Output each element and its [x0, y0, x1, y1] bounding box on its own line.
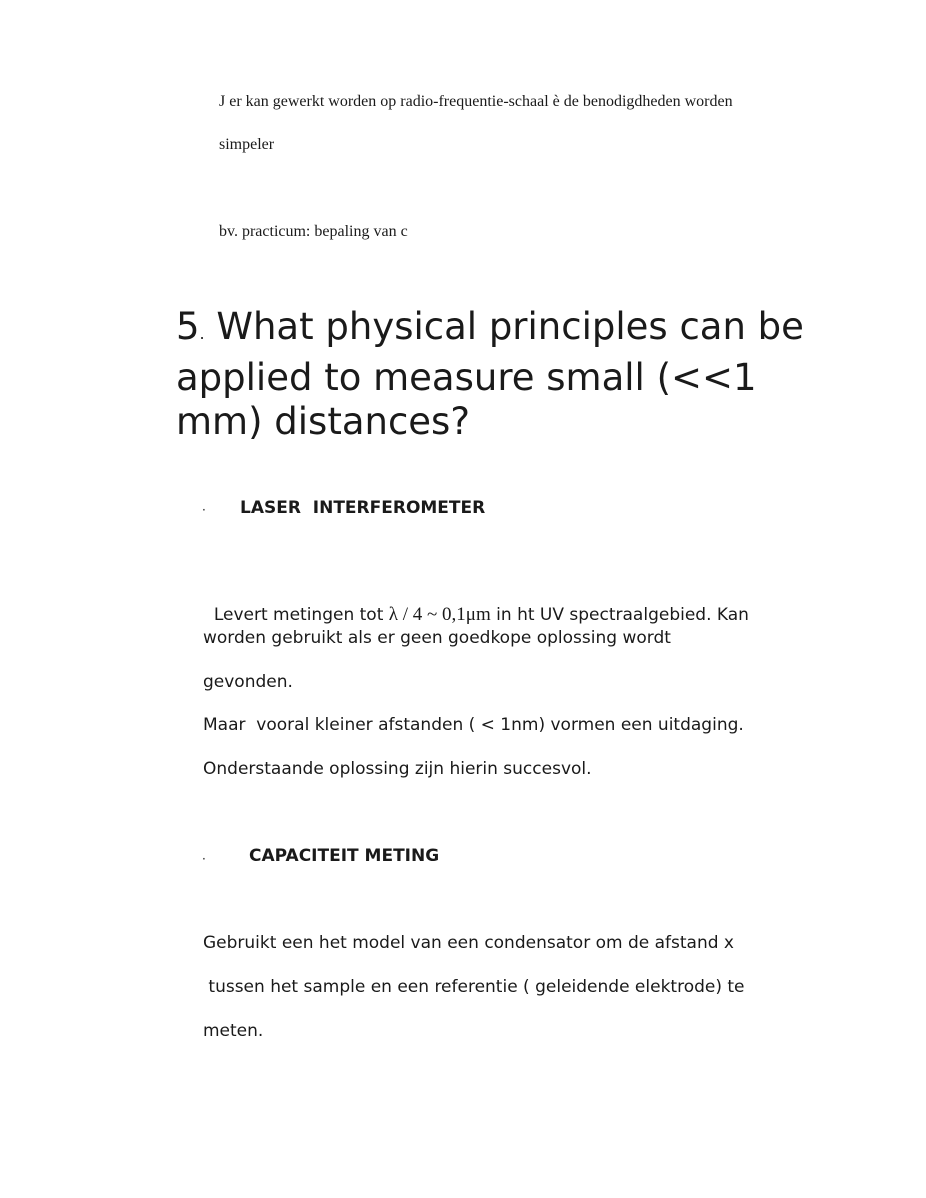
intro-line-3: bv. practicum: bepaling van c	[219, 223, 408, 240]
bullet-dot-capacitance: ·	[202, 852, 206, 866]
capacitance-paragraph-line-2: tussen het sample en een referentie ( geleidende elektrode) te	[203, 977, 745, 997]
question-heading	[176, 305, 856, 444]
heading-line-2: applied to measure small (<<1	[176, 356, 757, 399]
bullet-dot-laser: ·	[202, 503, 206, 517]
heading-line-1: What physical principles can be	[204, 305, 804, 348]
section-title-capacitance: CAPACITEIT METING	[249, 846, 440, 866]
laser-paragraph-line-4: Maar vooral kleiner afstanden ( < 1nm) vormen een uitdaging.	[203, 715, 744, 735]
heading-number: 5	[176, 305, 200, 348]
laser-paragraph-line-3: gevonden.	[203, 672, 293, 692]
section-title-laser: LASER INTERFEROMETER	[240, 498, 486, 518]
laser-paragraph-line-2: worden gebruikt als er geen goedkope oplossing wordt	[203, 628, 671, 648]
intro-line-2: simpeler	[219, 136, 275, 153]
heading-line-3: mm) distances?	[176, 400, 470, 443]
heading-number-dot: .	[199, 324, 205, 343]
laser-paragraph-line-5: Onderstaande oplossing zijn hierin succesvol.	[203, 759, 592, 779]
capacitance-paragraph-line-1: Gebruikt een het model van een condensator om de afstand x	[203, 933, 734, 953]
laser-p1-before: Levert metingen tot	[213, 605, 389, 625]
intro-line-1: J er kan gewerkt worden op radio-frequentie-schaal è de benodigdheden worden	[219, 93, 733, 110]
laser-paragraph-line-1	[203, 584, 749, 626]
laser-p1-after: in ht UV spectraalgebied. Kan	[490, 605, 749, 625]
capacitance-paragraph-line-3: meten.	[203, 1021, 264, 1041]
lambda-formula: λ / 4 ~ 0,1μm	[388, 604, 491, 625]
